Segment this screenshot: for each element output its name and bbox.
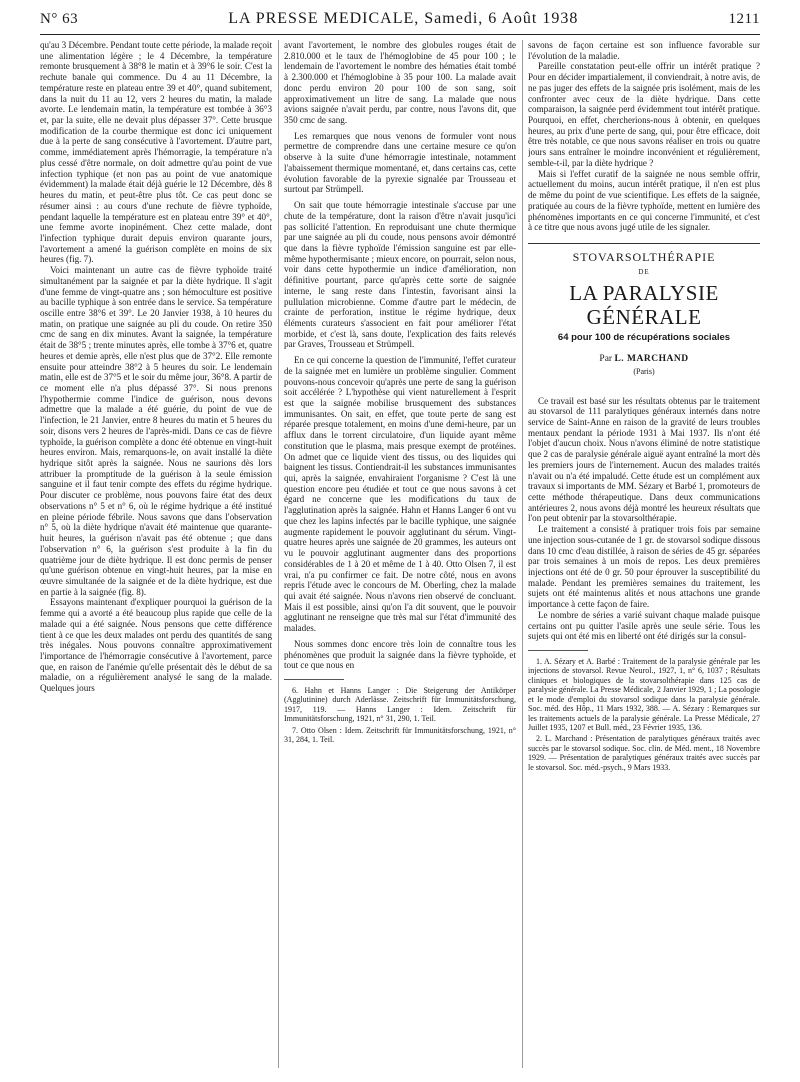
column-middle [284, 40, 516, 1068]
paragraph: Essayons maintenant d'expliquer pourquoi la guérison de la femme qui a avorté a été beaucoup plus rapide que celle de la malade qui a été saignée. Nous pensons que cette différence tient à ce que les deux malades ont perdu des quantités de sang très inégales. Nous pouvons connaître approximativement l'importance de l'hémorragie consécutive à l'avortement, parce que, en raison de l'anémie qu'elle présentait dès le début de sa maladie, on a régulièrement analysé le sang de la malade. Quelques jours [40, 597, 272, 694]
paragraph: avant l'avortement, le nombre des globules rouges était de 2.810.000 et le taux de l'hémoglobine de 45 pour 100 ; le lendemain de l'avortement le nombre des hématies était tombé à 2.300.000 et l'hémoglobine à 35 pour 100. La malade avait donc perdu environ 20 pour 100 de son sang, soit approximativement un litre de sang. La malade que nous avions saignée n'avait perdu, par contre, nous l'avons dit, que 350 cmc de sang. [284, 40, 516, 126]
issue-number: N° 63 [40, 11, 79, 27]
paragraph: Le nombre de séries a varié suivant chaque malade puisque certains ont pu quitter l'asile après une seule série. Tous les sujets qui ont été mis en liberté ont été dirigés sur la consul- [528, 609, 760, 642]
column-separator [278, 40, 279, 1068]
footnote: 1. A. Sézary et A. Barbé : Traitement de la paralysie générale par les injections de stovarsol. Revue Neurol., 1927, 1, n° 6, 1037 ; Résultats cliniques et biologiques de la stovarsolthérapie dans 125 cas de paralysie générale. La Presse Médicale, 2 Janvier 1929, 1 ; La posologie et le mode d'emploi du stovarsol sodique dans la paralysie générale. Soc. méd. des Hôp., 11 Mars 1932, 388. — A. Sézary : Remarques sur les traitements actuels de la paralysie générale. La Presse Médicale, 27 Juillet 1935, 1207 et Bull. méd., 23 Février 1935, 136. [528, 657, 760, 732]
footnote: 6. Hahn et Hanns Langer : Die Steigerung der Antikörper (Agglutinine) durch Aderlässe. Zeitschrift für Immunitätsforschung, 1917, 119. — Hanns Langer : Idem. Zeitschrift für Immunitätsforschung, 1921, n° 31, 290, 1. Teil. [284, 685, 516, 724]
article-heading [528, 249, 760, 378]
article-connector: DE [638, 267, 650, 276]
article-byline [528, 354, 760, 365]
column-left [40, 40, 272, 1068]
paragraph: Pareille constatation peut-elle offrir un intérêt pratique ? Pour en décider impartialement, il conviendrait, à notre avis, de ne pas juger des effets de la saignée pris isolément, mais de les confronter avec ceux de la diète hydrique. Dans cette comparaison, la saignée perd évidemment tout intérêt pratique. Pourquoi, en effet, chercherions-nous à obtenir, en quelques heures, au prix d'une perte de sang, qui, pour être efficace, doit être très notable, ce que nous savons réaliser en trois ou quatre jours sans entraîner le moindre inconvénient et régulièrement, semble-t-il, par la diète hydrique ? [528, 61, 760, 168]
paragraph: Mais si l'effet curatif de la saignée ne nous semble offrir, actuellement du moins, aucun intérêt pratique, il n'en est plus de même du point de vue scientifique. Les effets de la saignée, pratiquée au cours de la fièvre typhoïde, mettent en lumière des phénomènes importants en ce qui concerne l'immunité, et c'est à ce titre que nous avons jugé utile de les signaler. [528, 168, 760, 233]
article-subtitle: 64 pour 100 de récupérations sociales [557, 332, 731, 344]
column-right [528, 40, 760, 1068]
article-divider [528, 243, 760, 244]
paragraph: Nous sommes donc encore très loin de connaître tous les phénomènes que produit la saignée dans la fièvre typhoïde, et tout ce que nous en [284, 638, 516, 671]
article-title: LA PARALYSIE GÉNÉRALE [569, 281, 719, 330]
paragraph: Voici maintenant un autre cas de fièvre typhoïde traité simultanément par la saignée et par la diète hydrique. Il s'agit d'une femme de vingt-quatre ans ; son hémoculture est positive au bacille typhique à son entrée dans le service. Sa température oscille entre 38°6 et 39°. Le 20 Janvier 1938, à 10 heures du matin, on pratique une saignée au pli du coude. On retire 350 cmc de sang en dix minutes. Avant la saignée, la température était de 38°5 ; trente minutes après, elle tombe à 37°6 et, quatre heures et demie après, elle n'est plus que de 37°2. Elle remonte ensuite pour atteindre 38°2 à 5 heures du soir. Le lendemain matin, elle est de 37°5 et le soir du même jour, 36°8. A partir de ce moment elle n'a plus dépassé 37°. Si nous prenons l'hypothermie comme l'indice de guérison, nous devons admettre que la malade a été guérie, du point de vue de l'infection, le 21 Janvier, entre 8 heures du matin et 5 heures du soir, disons vers 2 heures de l'après-midi. Dans ce cas de fièvre typhoïde, la guérison complète a donc été obtenue en vingt-huit heures environ. Mais, remarquons-le, on avait installé la diète hydrique sitôt après la saignée. Nous ne saurions dès lors attribuer la promptitude de la guérison à la seule émission sanguine et il faut tenir compte des effets du régime hydrique. Pour discuter ce problème, nous pouvons faire état des deux observations n° 5 et n° 6, où le régime hydrique a été institué en pleine période fébrile. Nous savons que dans l'observation n° 5, où la diète hydrique n'avait été maintenue que quarante-huit heures, la guérison n'avait pas été obtenue ; que dans l'observation n° 6, la guérison s'est produite à la fin du quatrième jour de diète hydrique. Il est donc permis de penser qu'une guérison obtenue en vingt-huit heures, par la mise en œuvre simultanée de la saignée et de la diète hydrique, est due en partie à la saignée (fig. 8). [40, 265, 272, 597]
footnote-rule [284, 679, 344, 680]
article-kicker: STOVARSOLTHÉRAPIE [572, 249, 716, 264]
paragraph: Le traitement a consisté à pratiquer trois fois par semaine une injection sous-cutanée de 1 gr. de stovarsol sodique dissous dans 10 cmc d'eau distillée, à raison de séries de 45 gr. séparées par trois semaines à un mois de repos. Les deux premières injections ont été de 0 gr. 50 pour éprouver la susceptibilité du malade. Pendant les premières semaines du traitement, les sujets ont été maintenus alités et nous attachons une grande importance à cette façon de faire. [528, 524, 760, 610]
column-separator [522, 40, 523, 1068]
footnotes-middle [284, 686, 516, 744]
header-rule [40, 34, 760, 35]
author-city: (Paris) [633, 366, 655, 376]
byline-prefix: Par [599, 354, 613, 365]
paragraph: En ce qui concerne la question de l'immunité, l'effet curateur de la saignée met en lumière un problème singulier. Comment pouvons-nous concevoir qu'après une perte de sang la guérison soit accélérée ? L'hypothèse qui vient naturellement à l'esprit est que la saignée mobilise brusquement des substances immunisantes. On sait, en effet, que toute perte de sang est réparée presque totalement, en moins d'une demi-heure, par un afflux dans le torrent circulatoire, d'un liquide ayant même constitution que le plasma, mais presque exempt de protéines. On admet que ce liquide vient des tissus, ou des liquides qui baignent les tissus. Contiendrait-il les substances immunisantes qui, après la saignée, envahiraient l'organisme ? C'est là une question encore peu étudiée et tout ce que nous savons à cet égard ne concerne que les modifications du taux de l'agglutination après la saignée. Hahn et Hanns Langer 6 ont vu que chez les lapins infectés par le bacille typhique, une saignée augmente rapidement le pouvoir agglutinant du sérum. Vingt-quatre heures après une saignée de 20 grammes, les auteurs ont vu le pouvoir agglutinant augmenter dans des proportions considérables de 1 à 20 et même de 1 à 40. Otto Olsen 7, il est vrai, n'a pu confirmer ce fait. De notre côté, nous en avons repris l'étude avec le concours de M. Oberling, chez la malade qui avait été saignée. Nous n'avons rien observé de concluant. Mais il est possible, ainsi qu'on l'a dit souvent, que le pouvoir agglutinant ne renseigne que très mal sur l'état d'immunité des malades. [284, 355, 516, 634]
paragraph: Les remarques que nous venons de formuler vont nous permettre de comprendre dans une certaine mesure ce qu'on observe à la suite d'une hémorragie intestinale, notamment l'abaissement thermique momentané, et, dans certains cas, cette évolution favorable de la pyrexie signalée par Trousseau et surtout par Strümpell. [284, 130, 516, 195]
paragraph: qu'au 3 Décembre. Pendant toute cette période, la malade reçoit une alimentation légère ; le 4 Décembre, la température remonte brusquement à 38°8 le matin et à 39°6 le soir. C'est la rechute banale qui commence. Du 4 au 11 Décembre, la température reste en plateau entre 39 et 40°, quand subitement, dans la nuit du 11 au 12, vers 2 heures du matin, la malade avorte. Le lendemain matin, la température est tombée à 36°3 et, par la suite, elle ne devait plus dépasser 37°. Cette brusque modification de la courbe thermique est donc ici uniquement due à la perte de sang consécutive à l'avortement. D'autre part, comme, immédiatement après l'hémorragie, la température n'a plus cessé d'être normale, on doit admettre qu'au point de vue infection typhique (et non pas au point de vue anatomique évidemment) la malade était déjà guérie le 12 Décembre, dès 8 heures du matin, et peut-être plus tôt. Ce cas peut donc se résumer ainsi : au cours d'une rechute de fièvre typhoïde, pendant laquelle la température est en plateau entre 39° et 40°, une femme avorte inopinément. Chez cette malade, dont l'infection typhique durait depuis environ quarante jours, l'avortement a amené la guérison complète en moins de six heures (fig. 7). [40, 40, 272, 265]
publication-line: LA PRESSE MEDICALE, Samedi, 6 Août 1938 [228, 10, 579, 27]
author-name: L. MARCHAND [614, 354, 689, 365]
footnotes-right [528, 657, 760, 772]
paragraph: Ce travail est basé sur les résultats obtenus par le traitement au stovarsol de 111 paralytiques généraux internés dans notre service de Saint-Anne en raison de la gravité de leurs troubles mentaux pendant la période 1931 à Mai 1937. Ils n'ont été l'objet d'aucun choix. Nous n'avons éliminé de notre statistique que 2 cas de paralysie générale aiguë ayant entraîné la mort dès les premiers jours de l'internement. Aucun des malades traités n'avait ou n'a été impaludé. Cette étude est un complément aux travaux si importants de MM. Sézary et Barbé 1, promoteurs de cette méthode thérapeutique. Dans deux communications antérieures 2, nous avons déjà montré les heureux résultats que l'on peut obtenir par la stovarsolthérapie. [528, 395, 760, 524]
footnote: 2. L. Marchand : Présentation de paralytiques généraux traités avec succès par le stovarsol sodique. Soc. clin. de Méd. ment., 18 Novembre 1929. — Présentation de paralytiques généraux traités avec succès par le stovarsol. Soc. méd.-psych., 9 Mars 1933. [528, 734, 760, 772]
footnote-rule [528, 650, 588, 651]
paragraph: savons de façon certaine est son influence favorable sur l'évolution de la maladie. [528, 40, 760, 61]
page-header [40, 10, 760, 30]
paragraph: On sait que toute hémorragie intestinale s'accuse par une chute de la température, dont la raison d'être n'avait jusqu'ici pas sollicité l'attention. En reproduisant une chute thermique par une saignée au pli du coude, nous pensons avoir démontré que dans la fièvre typhoïde l'émission sanguine est par elle-même hypothermisante ; mieux encore, on pourrait, selon nous, voir dans cette hypothermie un indice d'amélioration, non définitive pourtant, parce qu'après cette sorte de saignée interne, le sang reste dans l'intestin, favorisant ainsi la pullulation microbienne. Comme d'autre part le médecin, de crainte de perforation, institue le régime hydrique, deux éléments curateurs s'associent en fait pour améliorer l'état morbide, et c'est là, sans doute, l'explication des faits relevés par Graves, Trousseau et Strümpell. [284, 200, 516, 350]
footnote: 7. Otto Olsen : Idem. Zeitschrift für Immunitätsforschung, 1921, n° 31, 284, 1. Teil. [284, 725, 516, 744]
page-number: 1211 [728, 11, 760, 27]
